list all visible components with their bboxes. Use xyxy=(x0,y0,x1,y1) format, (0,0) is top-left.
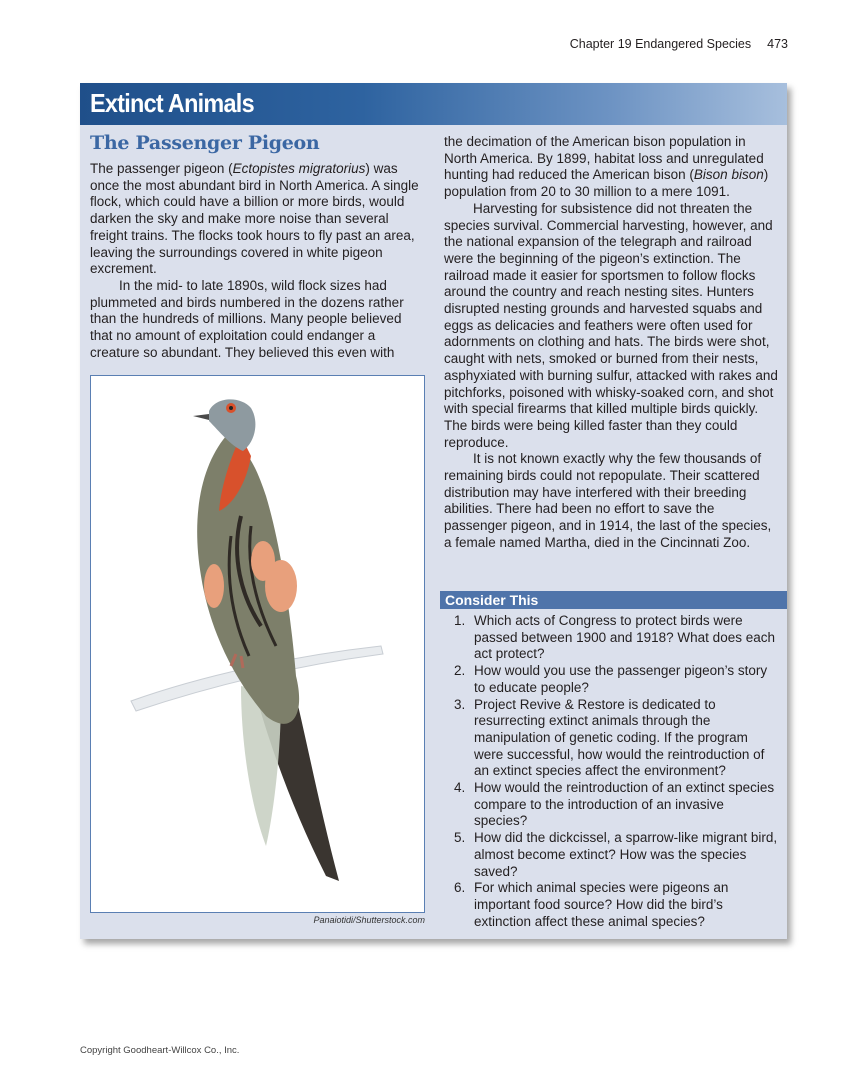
wing-spot xyxy=(251,541,275,581)
question-text: How would the reintroduction of an extinct species compare to the introduction of an invasive species? xyxy=(474,780,775,829)
text-run: ) population from 20 to 30 million to a mere 1091. xyxy=(444,167,769,200)
bird-pupil xyxy=(229,406,233,410)
question-item xyxy=(444,663,780,696)
copyright: Copyright Goodheart-Willcox Co., Inc. xyxy=(80,1045,240,1056)
passenger-pigeon-illustration xyxy=(91,376,424,912)
text-run: the decimation of the American bison population in North America. By 1899, habitat loss and unregulated hunting had reduced the American bison ( xyxy=(444,134,764,183)
text-run: The passenger pigeon ( xyxy=(90,161,233,176)
left-column xyxy=(90,132,426,361)
question-item xyxy=(444,780,780,830)
question-text: How did the dickcissel, a sparrow-like migrant bird, almost become extinct? How was the species saved? xyxy=(474,830,778,879)
question-number: 5. xyxy=(454,830,466,846)
question-text: How would you use the passenger pigeon’s story to educate people? xyxy=(474,663,768,695)
consider-this-header xyxy=(440,591,787,609)
right-column xyxy=(444,134,780,552)
page-number: 473 xyxy=(767,37,788,51)
paragraph-harvesting: Harvesting for subsistence did not threaten the species survival. Commercial harvesting, however, and the national expansion of the telegraph and railroad were the beginning of the pigeon’s extinction. The railroad made it easier for sportsmen to follow flocks around the country and reach nesting sites. Hunters disrupted nesting grounds and harvested squabs and eggs as delicacies and feathers were often used for adornments on clothing and hats. The birds were shot, caught with nets, smoked or burned from their nests, asphyxiated with burning sulfur, attacked with rakes and pitchforks, poisoned with whisky-soaked corn, and shot with special firearms that killed multiple birds quickly. The birds were being killed faster than they could reproduce. xyxy=(444,200,778,450)
paragraph-bison xyxy=(444,134,780,201)
question-text: For which animal species were pigeons an important food source? How did the bird’s extinction affect these animal species? xyxy=(474,880,729,929)
question-number: 4. xyxy=(454,780,466,796)
paragraph-decline: In the mid- to late 1890s, wild flock sizes had plummeted and birds numbered in the dozens rather than the hundreds of millions. Many people believed that no amount of exploitation could endanger a creature so abundant. They believed this even with xyxy=(90,277,404,360)
question-item xyxy=(444,830,780,880)
question-item xyxy=(444,880,780,930)
consider-this-title: Consider This xyxy=(445,592,539,608)
photo-credit: Panaiotidi/Shutterstock.com xyxy=(313,915,425,925)
question-number: 1. xyxy=(454,613,466,628)
running-head xyxy=(570,37,788,51)
question-item xyxy=(444,613,780,663)
paragraph-extinction: It is not known exactly why the few thousands of remaining birds could not repopulate. Their scattered distribution may have interfered with their breeding abilities. There had been no effort to save the passenger pigeon, and in 1914, the last of the species, a female named Martha, died in the Cincinnati Zoo. xyxy=(444,451,772,550)
consider-questions xyxy=(444,613,780,930)
question-text: Project Revive & Restore is dedicated to resurrecting extinct animals through the manipulation of genetic coding. If the program were successful, how would the reintroduction of an extinct species affect the environment? xyxy=(474,696,765,779)
bird-beak xyxy=(193,414,209,420)
pigeon-figure xyxy=(90,375,425,913)
question-number: 6. xyxy=(454,880,466,896)
text-run: ) was once the most abundant bird in North America. A single flock, which could have a billion or more birds, would darken the sky and make more noise than several freight trains. The flocks took hours to fly past an area, leaving the surroundings covered in white pigeon excrement. xyxy=(90,161,419,277)
question-text: Which acts of Congress to protect birds were passed between 1900 and 1918? What does each act protect? xyxy=(474,613,775,662)
feature-banner xyxy=(80,83,787,125)
feature-title: Extinct Animals xyxy=(90,88,254,118)
section-title: The Passenger Pigeon xyxy=(90,132,320,154)
question-number: 2. xyxy=(454,663,466,679)
question-item xyxy=(444,697,780,781)
chapter-title: Chapter 19 Endangered Species xyxy=(569,37,752,51)
species-name: Ectopistes migratorius xyxy=(232,161,366,176)
wing-spot xyxy=(204,564,224,608)
paragraph-intro xyxy=(90,161,426,278)
question-number: 3. xyxy=(454,696,466,712)
species-name: Bison bison xyxy=(693,167,764,183)
